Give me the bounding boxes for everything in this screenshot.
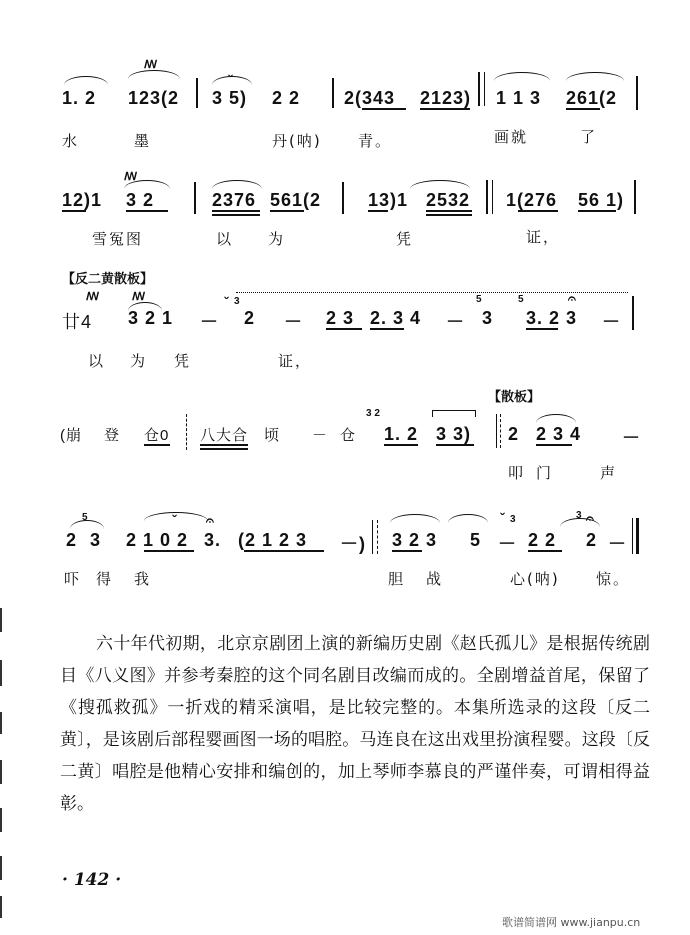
beam <box>126 210 168 212</box>
section-label: 【反二黄散板】 <box>62 272 154 287</box>
note: － <box>446 312 465 332</box>
beam <box>62 210 86 212</box>
section-label: 【散板】 <box>488 390 541 405</box>
lyric: 吓 <box>64 570 82 588</box>
note: 2 <box>508 424 520 444</box>
note: 2 3 4 <box>536 424 582 444</box>
note: 3 <box>482 308 494 328</box>
lyric: 丹(呐) <box>272 132 322 150</box>
note: 2 <box>586 530 598 550</box>
margin-mark <box>0 760 2 784</box>
lyric: 青。 <box>358 132 393 150</box>
trill-mark: ꟿ <box>124 171 138 183</box>
beam <box>200 444 248 446</box>
beam <box>200 448 248 450</box>
grace-note: 5 <box>82 512 88 523</box>
margin-mark <box>0 896 2 918</box>
percussion: (崩 <box>60 427 82 444</box>
note: 2123) <box>420 88 472 108</box>
barline <box>478 72 480 106</box>
barline <box>194 182 196 214</box>
note: － <box>608 534 627 554</box>
beam <box>212 210 260 212</box>
slur <box>124 180 170 189</box>
note: 123(2 <box>128 88 180 108</box>
percussion: 仓0 <box>144 427 170 444</box>
note: 2 <box>244 308 256 328</box>
barline <box>500 414 502 448</box>
beam <box>144 550 194 552</box>
note: 3 2 <box>126 190 155 210</box>
trill-mark: ꟿ <box>144 59 158 71</box>
note: － <box>602 312 621 332</box>
beam <box>392 550 422 552</box>
breath-mark: ˇ <box>228 72 233 88</box>
lyric: 惊。 <box>596 570 631 588</box>
grace-note: 3 <box>510 514 516 525</box>
margin-mark <box>0 608 2 632</box>
grace-note: 3 2 <box>366 408 380 419</box>
barline <box>492 180 493 214</box>
slur <box>536 414 576 423</box>
lyric: 叩 <box>508 464 526 482</box>
barline <box>636 76 638 110</box>
barline <box>634 180 636 214</box>
lyric: 画就 <box>494 128 529 146</box>
trill-mark: ꟿ <box>132 291 146 303</box>
beam <box>384 444 418 446</box>
beam <box>536 444 572 446</box>
beam <box>526 328 558 330</box>
note: 13)1 <box>368 190 409 210</box>
beam <box>362 108 406 110</box>
lyric: 声 <box>600 464 618 482</box>
barline <box>332 78 334 108</box>
beam <box>566 108 600 110</box>
note: －) <box>340 534 366 554</box>
barline <box>342 182 344 214</box>
barline <box>496 414 497 448</box>
fermata-mark: 𝄐 <box>206 512 214 528</box>
beam <box>578 210 616 212</box>
lyric: 以 <box>216 230 234 248</box>
slur <box>212 180 262 189</box>
note: 2 3 <box>326 308 355 328</box>
lyric: 凭 <box>396 230 414 248</box>
lyric: 证， <box>278 352 313 370</box>
margin-mark <box>0 660 2 686</box>
breath-mark: ˇ <box>224 294 229 310</box>
watermark: 歌谱简谱网 www.jianpu.cn <box>502 916 641 929</box>
lyric: 为 <box>268 230 286 248</box>
final-barline-thin <box>632 518 633 554</box>
tuplet-bracket <box>432 410 476 417</box>
margin-mark <box>0 856 2 880</box>
note: 5 <box>470 530 482 550</box>
barline <box>486 180 488 214</box>
beam <box>144 444 170 446</box>
lyric: 门 <box>536 464 554 482</box>
lyric: 雪冤图 <box>92 230 144 248</box>
grace-note: 5 <box>518 294 524 305</box>
lyric: 胆 <box>388 570 406 588</box>
beam <box>212 214 260 216</box>
final-barline-thick <box>636 518 639 554</box>
lyric: 心(呐) <box>510 570 560 588</box>
lyric: 战 <box>426 570 444 588</box>
beam <box>368 210 388 212</box>
lyric: 了 <box>580 128 598 146</box>
note: (2 1 2 3 <box>238 530 308 550</box>
note: 2. 3 4 <box>370 308 422 328</box>
beam <box>244 550 324 552</box>
note: 3 2 1 <box>128 308 174 328</box>
barline <box>632 296 634 330</box>
note: 3 <box>566 308 578 328</box>
note: 261(2 <box>566 88 618 108</box>
beam <box>528 550 562 552</box>
lyric: 我 <box>134 570 152 588</box>
note: 3. 2 <box>526 308 561 328</box>
beam <box>420 108 470 110</box>
barline <box>186 414 188 450</box>
beam <box>436 444 474 446</box>
percussion: 八大合 <box>200 427 249 444</box>
note: 12)1 <box>62 190 103 210</box>
barline <box>372 520 373 554</box>
breath-mark: ˇ <box>500 510 505 526</box>
fermata-mark: 𝄐 <box>568 290 576 306</box>
note: 1. 2 <box>384 424 419 444</box>
note: － <box>200 312 219 332</box>
percussion: 登 <box>104 427 121 444</box>
breath-mark: ˇ <box>172 512 177 528</box>
slur <box>448 514 488 523</box>
barline <box>377 520 379 554</box>
grace-note: 3 <box>576 510 582 521</box>
note: － <box>284 312 303 332</box>
lyric: 水 <box>62 132 80 150</box>
note: 廿4 <box>62 312 93 332</box>
beam <box>426 210 472 212</box>
slur <box>64 76 108 85</box>
beam <box>270 210 304 212</box>
lyric: 凭 <box>174 352 192 370</box>
slur <box>128 70 180 79</box>
note: 2532 <box>426 190 471 210</box>
beam <box>326 328 362 330</box>
note: 2 1 0 2 <box>126 530 189 550</box>
note: 2(343 <box>344 88 396 108</box>
percussion: 仓 <box>340 427 357 444</box>
slur <box>390 514 440 523</box>
note: － <box>622 428 641 448</box>
lyric: 证， <box>526 228 561 246</box>
note: 2 <box>66 530 78 550</box>
slur <box>494 72 550 81</box>
lyric: 墨 <box>134 132 152 150</box>
note: 561(2 <box>270 190 322 210</box>
note: 1. 2 <box>62 88 97 108</box>
slur <box>566 72 624 81</box>
page-number: · 142 · <box>62 870 122 890</box>
barline <box>484 72 485 106</box>
commentary-paragraph: 六十年代初期，北京京剧团上演的新编历史剧《赵氏孤儿》是根据传统剧目《八义图》并参考秦腔的这个同名剧目改编而成的。全剧增益首尾，保留了《搜孤救孤》一折戏的精采演唱，是比较完整的。本集所选录的这段〔反二黄〕，是该剧后部程婴画图一场的唱腔。马连良在这出戏里扮演程婴。这段〔反二黄〕唱腔是他精心安排和编创的，加上琴师李慕良的严谨伴奏，可谓相得益彰。 <box>60 634 650 814</box>
grace-note: 5 <box>476 294 482 305</box>
percussion: － <box>312 427 329 444</box>
note: 2376 <box>212 190 257 210</box>
note: 2 2 <box>272 88 301 108</box>
margin-mark <box>0 808 2 832</box>
barline <box>196 78 198 108</box>
beam <box>518 210 558 212</box>
note: 1(276 <box>506 190 558 210</box>
note: 2 2 <box>528 530 557 550</box>
beam <box>370 328 404 330</box>
note: 3 <box>90 530 102 550</box>
note: 56 1) <box>578 190 625 210</box>
lyric: 得 <box>96 570 114 588</box>
lyric: 以 <box>88 352 106 370</box>
lyric: 为 <box>130 352 148 370</box>
note: 3 3) <box>436 424 472 444</box>
percussion: 顷 <box>264 427 281 444</box>
note: 3. <box>204 530 222 550</box>
note: 3 2 3 <box>392 530 438 550</box>
note: － <box>498 534 517 554</box>
grace-note: 3 <box>234 296 240 307</box>
note: 1 1 3 <box>496 88 542 108</box>
fermata-mark: 𝄐 <box>586 510 594 526</box>
trill-mark: ꟿ <box>86 291 100 303</box>
beam <box>426 214 472 216</box>
margin-mark <box>0 712 2 734</box>
slur <box>410 180 470 189</box>
note: 3 5) <box>212 88 248 108</box>
